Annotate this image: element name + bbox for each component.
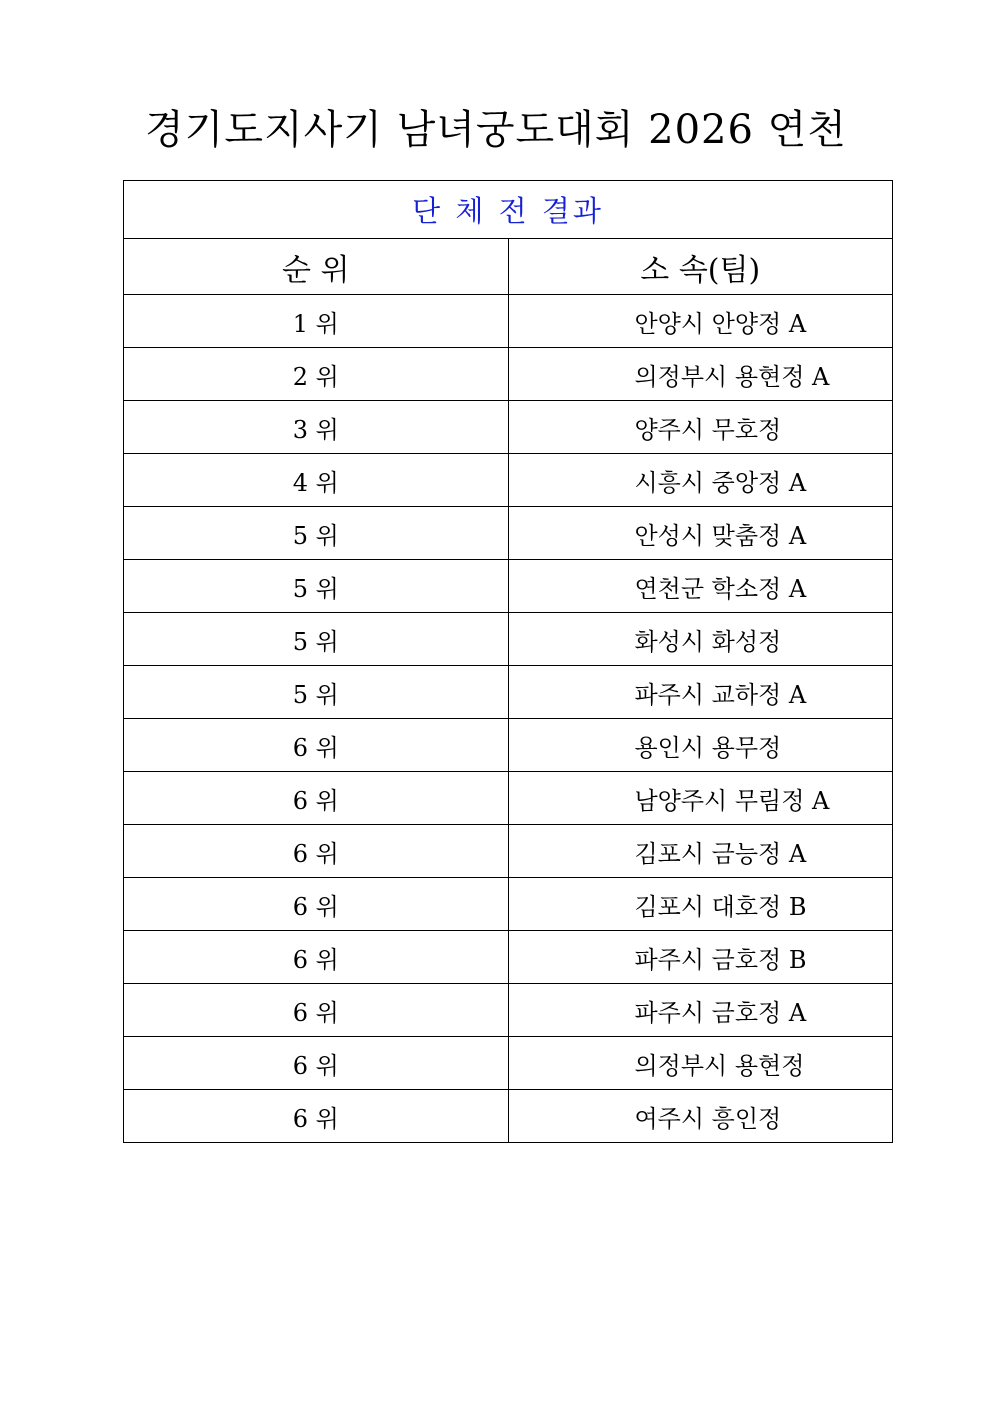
- document-title: 경기도지사기 남녀궁도대회 2026 연천: [145, 107, 847, 153]
- table-row: [124, 1090, 893, 1143]
- team-cell: 시흥시 중앙정 A: [508, 454, 893, 507]
- rank-cell: 5 위: [124, 666, 509, 719]
- rank-cell: 6 위: [124, 772, 509, 825]
- rank-cell: 2 위: [124, 348, 509, 401]
- rank-cell: 3 위: [124, 401, 509, 454]
- rank-cell: 6 위: [124, 1037, 509, 1090]
- team-cell: 여주시 흥인정: [508, 1090, 893, 1143]
- table-row: [124, 401, 893, 454]
- table-row: [124, 507, 893, 560]
- rank-cell: 6 위: [124, 931, 509, 984]
- team-cell: 용인시 용무정: [508, 719, 893, 772]
- table-row: [124, 984, 893, 1037]
- team-cell: 의정부시 용현정: [508, 1037, 893, 1090]
- rank-cell: 5 위: [124, 613, 509, 666]
- rank-column-header: 순 위: [124, 239, 509, 295]
- team-cell: 파주시 교하정 A: [508, 666, 893, 719]
- header-row: [124, 239, 893, 295]
- table-row: [124, 931, 893, 984]
- table-row: [124, 666, 893, 719]
- table-row: [124, 1037, 893, 1090]
- results-table: [123, 180, 893, 1143]
- team-cell: 화성시 화성정: [508, 613, 893, 666]
- caption-row: [124, 181, 893, 239]
- team-column-header: 소 속(팀): [508, 239, 893, 295]
- table-caption: 단 체 전 결과: [124, 181, 893, 239]
- team-cell: 김포시 금능정 A: [508, 825, 893, 878]
- table-row: [124, 719, 893, 772]
- table-row: [124, 348, 893, 401]
- rank-cell: 6 위: [124, 719, 509, 772]
- rank-cell: 6 위: [124, 878, 509, 931]
- table-row: [124, 878, 893, 931]
- rank-cell: 5 위: [124, 560, 509, 613]
- rank-cell: 6 위: [124, 825, 509, 878]
- team-cell: 연천군 학소정 A: [508, 560, 893, 613]
- table-row: [124, 454, 893, 507]
- table-row: [124, 295, 893, 348]
- team-cell: 의정부시 용현정 A: [508, 348, 893, 401]
- rank-cell: 1 위: [124, 295, 509, 348]
- rank-cell: 4 위: [124, 454, 509, 507]
- team-cell: 파주시 금호정 B: [508, 931, 893, 984]
- rank-cell: 6 위: [124, 1090, 509, 1143]
- rank-cell: 5 위: [124, 507, 509, 560]
- team-cell: 안양시 안양정 A: [508, 295, 893, 348]
- team-cell: 양주시 무호정: [508, 401, 893, 454]
- table-row: [124, 613, 893, 666]
- team-cell: 남양주시 무림정 A: [508, 772, 893, 825]
- table-row: [124, 772, 893, 825]
- table-row: [124, 825, 893, 878]
- team-cell: 파주시 금호정 A: [508, 984, 893, 1037]
- team-cell: 김포시 대호정 B: [508, 878, 893, 931]
- rank-cell: 6 위: [124, 984, 509, 1037]
- team-cell: 안성시 맞춤정 A: [508, 507, 893, 560]
- table-row: [124, 560, 893, 613]
